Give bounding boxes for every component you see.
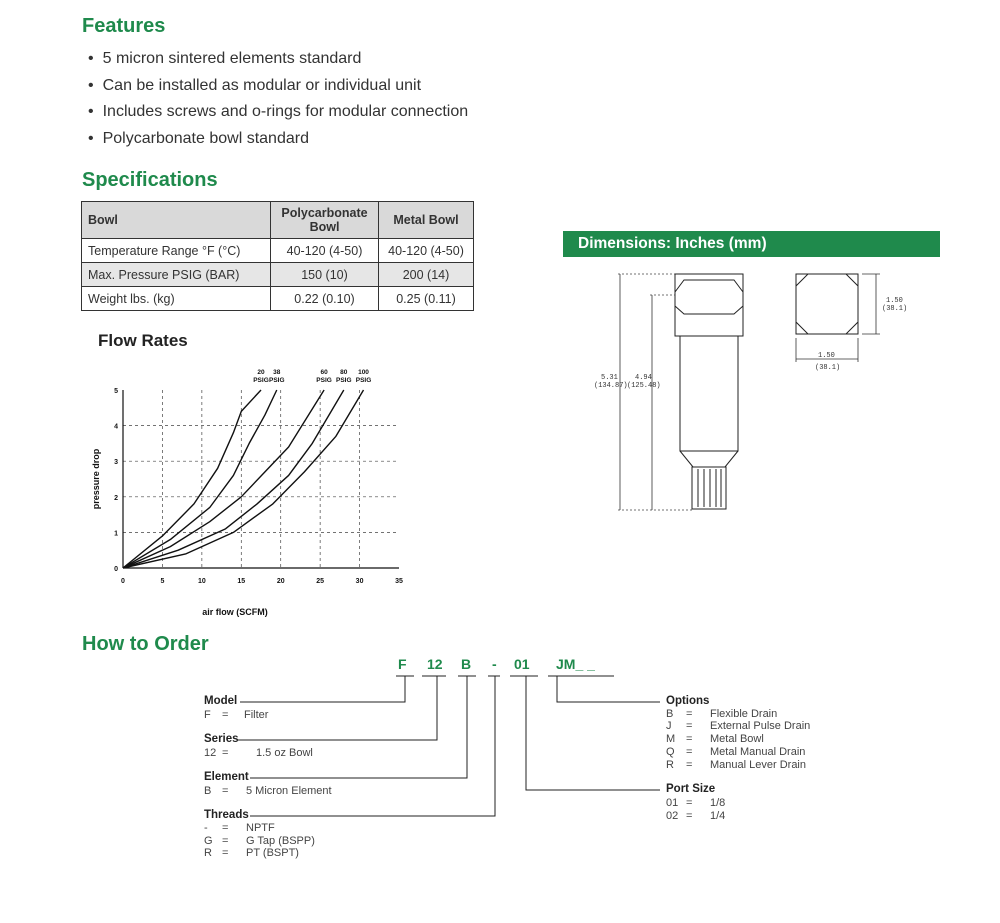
list-item: J = External Pulse Drain	[666, 720, 811, 732]
flow-rates-title: Flow Rates	[98, 331, 188, 350]
feature-item: • Includes screws and o-rings for modular connection	[88, 99, 468, 126]
series-label: Series	[204, 733, 239, 745]
series-label-value: 20	[257, 369, 265, 376]
list-item: G = G Tap (BSPP)	[204, 835, 315, 847]
dimensions-title: Dimensions: Inches (mm)	[563, 231, 940, 257]
list-item: F = Filter	[204, 709, 269, 721]
options-label: Options	[666, 695, 710, 707]
how-to-order-title: How to Order	[82, 633, 209, 655]
list-item: 02 = 1/4	[666, 810, 726, 822]
table-cell: 0.22 (0.10)	[271, 287, 379, 311]
x-tick-label: 5	[160, 578, 165, 585]
table-cell: 40-120 (4-50)	[271, 239, 379, 263]
feature-item: • 5 micron sintered elements standard	[88, 46, 468, 73]
y-axis-label: pressure drop	[91, 448, 101, 510]
table-cell: 200 (14)	[379, 263, 474, 287]
x-tick-label: 30	[355, 578, 364, 585]
list-item: B = Flexible Drain	[666, 708, 778, 720]
threads-label: Threads	[204, 809, 249, 821]
x-tick-label: 15	[237, 578, 246, 585]
x-axis-label: air flow (SCFM)	[202, 607, 268, 617]
specifications-title: Specifications	[82, 169, 218, 191]
series-label-unit: PSIG	[268, 377, 285, 384]
series-label-value: 100	[358, 369, 369, 376]
table-cell: Temperature Range °F (°C)	[82, 239, 271, 263]
body-height-in: 4.94	[635, 374, 652, 382]
depth-mm: (38.1)	[815, 364, 841, 372]
table-header: Polycarbonate Bowl	[271, 202, 379, 239]
model-label: Model	[204, 695, 238, 707]
connector-options	[557, 676, 660, 702]
table-cell: 150 (10)	[271, 263, 379, 287]
list-item: R = Manual Lever Drain	[666, 759, 806, 771]
y-tick-label: 2	[114, 494, 118, 502]
features-title: Features	[82, 15, 166, 37]
table-cell: Weight lbs. (kg)	[82, 287, 271, 311]
width-mm: (38.1)	[882, 305, 908, 313]
x-tick-label: 10	[197, 578, 206, 585]
y-tick-label: 1	[114, 530, 118, 538]
table-cell: 0.25 (0.11)	[379, 287, 474, 311]
series-label-unit: PSIG	[336, 377, 352, 384]
code-element: B	[461, 656, 472, 672]
list-item: 12 = 1.5 oz Bowl	[204, 747, 313, 759]
series-label-value: 38	[273, 369, 281, 376]
code-options: JM_ _	[556, 656, 595, 672]
code-series: 12	[427, 656, 443, 672]
connector-element	[250, 676, 467, 778]
x-tick-label: 20	[276, 578, 285, 585]
y-tick-label: 3	[114, 459, 118, 467]
element-label: Element	[204, 771, 249, 783]
code-model: F	[398, 656, 407, 672]
list-item: - = NPTF	[204, 822, 275, 834]
connector-model	[240, 676, 405, 702]
x-tick-label: 35	[395, 578, 403, 585]
port-size-label: Port Size	[666, 783, 716, 795]
body-height-mm: (125.48)	[627, 382, 661, 390]
series-label-unit: PSIG	[355, 377, 372, 384]
code-threads: -	[492, 656, 497, 672]
y-tick-label: 4	[114, 423, 118, 431]
series-label-unit: PSIG	[253, 377, 269, 384]
connector-series	[238, 676, 437, 740]
list-item: M = Metal Bowl	[666, 733, 764, 745]
feature-item: • Polycarbonate bowl standard	[88, 126, 468, 153]
code-port-size: 01	[514, 656, 530, 672]
table-cell: Max. Pressure PSIG (BAR)	[82, 263, 271, 287]
width-in: 1.50	[886, 297, 903, 305]
list-item: B = 5 Micron Element	[204, 785, 332, 797]
series-label-value: 80	[340, 369, 348, 376]
list-item: R = PT (BSPT)	[204, 847, 299, 859]
table-header: Bowl	[82, 202, 271, 239]
series-label-unit: PSIG	[316, 377, 332, 384]
depth-in: 1.50	[818, 352, 835, 360]
series-label-value: 60	[320, 369, 328, 376]
feature-item: • Can be installed as modular or individual unit	[88, 73, 468, 100]
overall-height-mm: (134.87)	[594, 382, 628, 390]
table-header: Metal Bowl	[379, 202, 474, 239]
x-tick-label: 25	[316, 578, 325, 585]
connector-port-size	[526, 676, 660, 790]
y-tick-label: 0	[114, 566, 118, 573]
overall-height-in: 5.31	[601, 374, 618, 382]
table-cell: 40-120 (4-50)	[379, 239, 474, 263]
list-item: 01 = 1/8	[666, 797, 726, 809]
list-item: Q = Metal Manual Drain	[666, 746, 806, 758]
x-tick-label: 0	[121, 578, 125, 585]
y-tick-label: 5	[114, 388, 118, 395]
